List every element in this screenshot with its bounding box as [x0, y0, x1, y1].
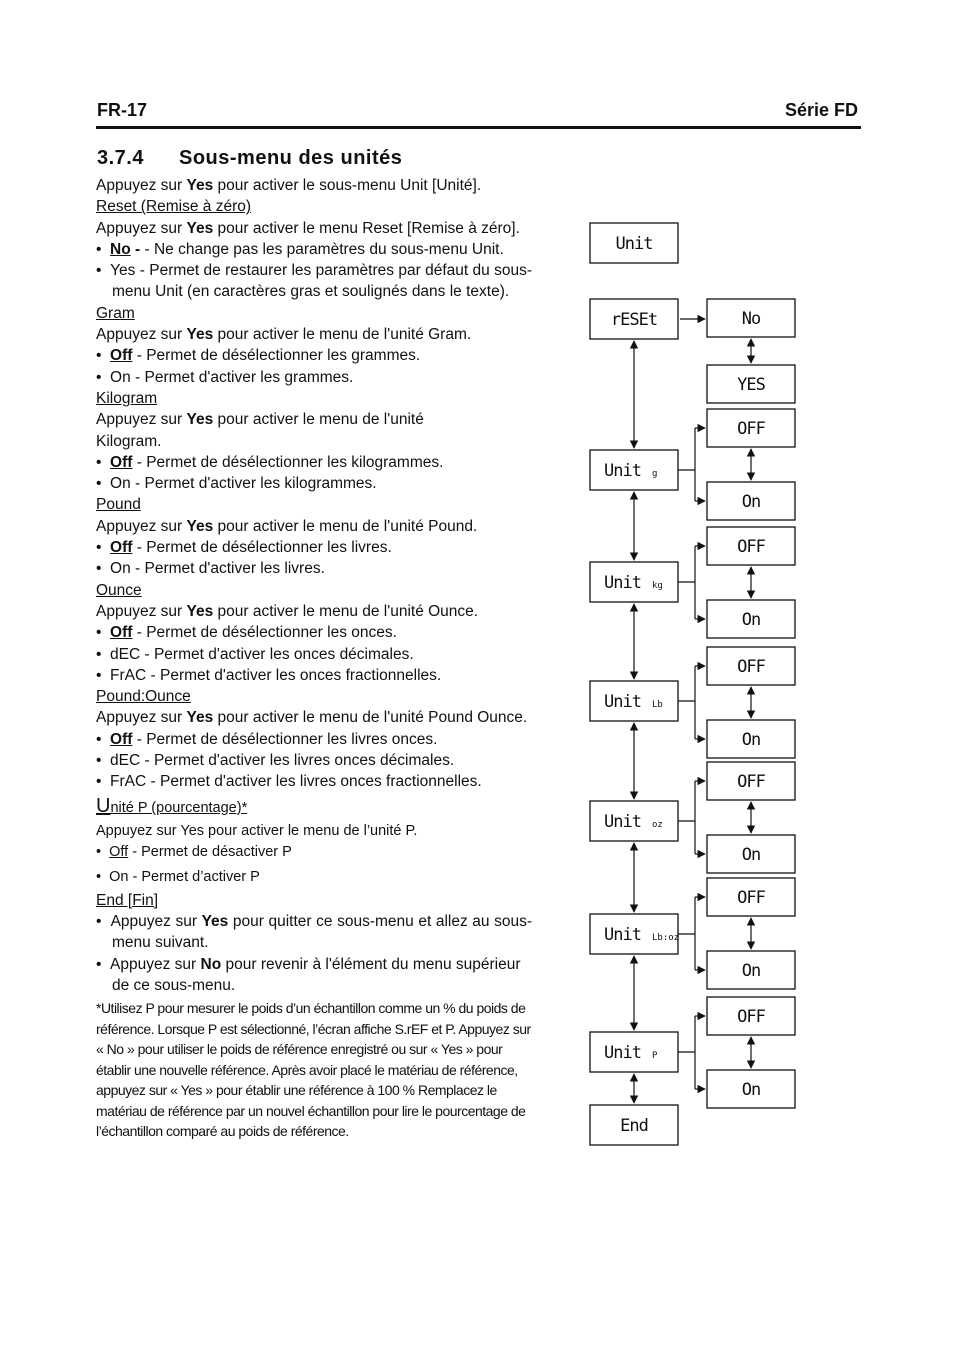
gram-paragraph: Appuyez sur Yes pour activer le menu de l'unité Gram. — [96, 326, 472, 344]
ounce-off-item: • Off - Permet de désélectionner les onces. — [96, 624, 397, 642]
reset-yes-item: • Yes - Permet de restaurer les paramètres par défaut du sous-menu Unit (en caractères gras et soulignés dans le texte). — [96, 262, 532, 301]
section-title: Sous-menu des unités — [179, 147, 403, 169]
gram-off-item: • Off - Permet de désélectionner les grammes. — [96, 347, 421, 365]
series-name: Série FD — [784, 100, 858, 120]
menu-label-7: Unit — [604, 925, 641, 945]
ounce-heading: Ounce — [96, 581, 142, 599]
unit-option-label-2-2: On — [741, 610, 761, 630]
unit-option-label-5-1: OFF — [737, 888, 765, 908]
unit-option-label-3-2: On — [741, 730, 761, 750]
ounce-frac-item: • FrAC - Permet d'activer les onces fractionnelles. — [96, 666, 442, 684]
kilogram-off-item: • Off - Permet de désélectionner les kilogrammes. — [96, 453, 444, 471]
reset-heading: Reset (Remise à zéro) — [96, 198, 252, 216]
unit-option-label-4-1: OFF — [737, 772, 765, 792]
section-number: 3.7.4 — [97, 147, 144, 169]
unit-option-label-5-2: On — [741, 961, 761, 981]
reset-paragraph: Appuyez sur Yes pour activer le menu Reset [Remise à zéro]. — [96, 219, 520, 237]
menu-label-5: Unit — [604, 692, 641, 712]
gram-on-item: • On - Permet d'activer les grammes. — [96, 368, 354, 386]
menu-label-4: Unit — [604, 573, 641, 593]
menu-unit-6: oz — [652, 820, 663, 830]
unit-option-label-1-1: OFF — [737, 419, 765, 439]
ounce-dec-item: • dEC - Permet d'activer les onces décimales. — [96, 645, 414, 663]
gram-heading: Gram — [96, 304, 135, 322]
ounce-paragraph: Appuyez sur Yes pour activer le menu de l'unité Ounce. — [96, 602, 479, 620]
pound-ounce-paragraph: Appuyez sur Yes pour activer le menu de l'unité Pound Ounce. — [96, 709, 528, 727]
end-yes-item: • Appuyez sur Yes pour quitter ce sous-menu et allez au sous-menu suivant. — [96, 913, 532, 952]
percent-on-item: • On - Permet d’activer P — [96, 868, 260, 885]
end-no-item: • Appuyez sur No pour revenir à l'élément du menu supérieur de ce sous-menu. — [96, 955, 521, 994]
menu-label-6: Unit — [604, 812, 641, 832]
unit-option-label-6-2: On — [741, 1080, 761, 1100]
menu-label-1: Unit — [615, 234, 653, 254]
reset-option-label-2: YES — [737, 375, 765, 395]
kilogram-paragraph: Appuyez sur Yes pour activer le menu de l'unité Kilogram. — [96, 411, 424, 450]
menu-label-3: Unit — [604, 461, 641, 481]
reset-no-item: • No - - Ne change pas les paramètres du sous-menu Unit. — [96, 240, 504, 258]
percent-off-item: • Off - Permet de désactiver P — [96, 844, 292, 861]
pound-paragraph: Appuyez sur Yes pour activer le menu de l'unité Pound. — [96, 517, 478, 535]
menu-unit-8: P — [652, 1051, 658, 1061]
page-number: FR-17 — [97, 100, 148, 120]
intro-paragraph: Appuyez sur Yes pour activer le sous-menu Unit [Unité]. — [96, 177, 482, 194]
pound-ounce-off-item: • Off - Permet de désélectionner les livres onces. — [96, 730, 438, 748]
menu-unit-3: g — [652, 469, 658, 479]
kilogram-on-item: • On - Permet d'activer les kilogrammes. — [96, 475, 377, 493]
menu-unit-5: Lb — [652, 700, 663, 710]
menu-label-8: Unit — [604, 1043, 641, 1063]
menu-unit-4: kg — [652, 581, 663, 591]
menu-unit-7: Lb:oz — [652, 933, 680, 943]
unit-option-label-4-2: On — [741, 845, 761, 865]
pound-off-item: • Off - Permet de désélectionner les livres. — [96, 539, 392, 557]
pound-ounce-dec-item: • dEC - Permet d'activer les livres onces décimales. — [96, 752, 455, 770]
pound-ounce-heading: Pound:Ounce — [96, 688, 191, 706]
menu-label-9: End — [620, 1116, 648, 1136]
unit-option-label-1-2: On — [741, 492, 761, 512]
pound-heading: Pound — [96, 496, 141, 514]
unit-option-label-6-1: OFF — [737, 1007, 765, 1027]
end-heading: End [Fin] — [96, 891, 159, 909]
footnote: *Utilisez P pour mesurer le poids d’un échantillon comme un % du poids de référence. Lorsque P est sélectionné, l’écran affiche S.rEF et P. Appuyez sur « No » pour utiliser le poids de référence enregistré ou sur « Yes » pour établir une nouvelle référence. Après avoir placé le matériau de référence, appuyez sur « Yes » pour établir une référence à 100 % Remplacez le matériau de référence par un nouvel échantillon pour lire le pourcentage de l’échantillon comparé au poids de référence. — [96, 1000, 531, 1140]
unit-option-label-2-1: OFF — [737, 537, 765, 557]
menu-label-2: rESEt — [610, 310, 658, 330]
unit-option-label-3-1: OFF — [737, 657, 765, 677]
reset-option-label-1: No — [741, 309, 761, 329]
kilogram-heading: Kilogram — [96, 389, 158, 407]
pound-on-item: • On - Permet d'activer les livres. — [96, 560, 325, 578]
percent-heading: Unité P (pourcentage)* — [96, 794, 248, 817]
percent-paragraph: Appuyez sur Yes pour activer le menu de l’unité P. — [96, 822, 418, 839]
pound-ounce-frac-item: • FrAC - Permet d'activer les livres onces fractionnelles. — [96, 773, 482, 791]
